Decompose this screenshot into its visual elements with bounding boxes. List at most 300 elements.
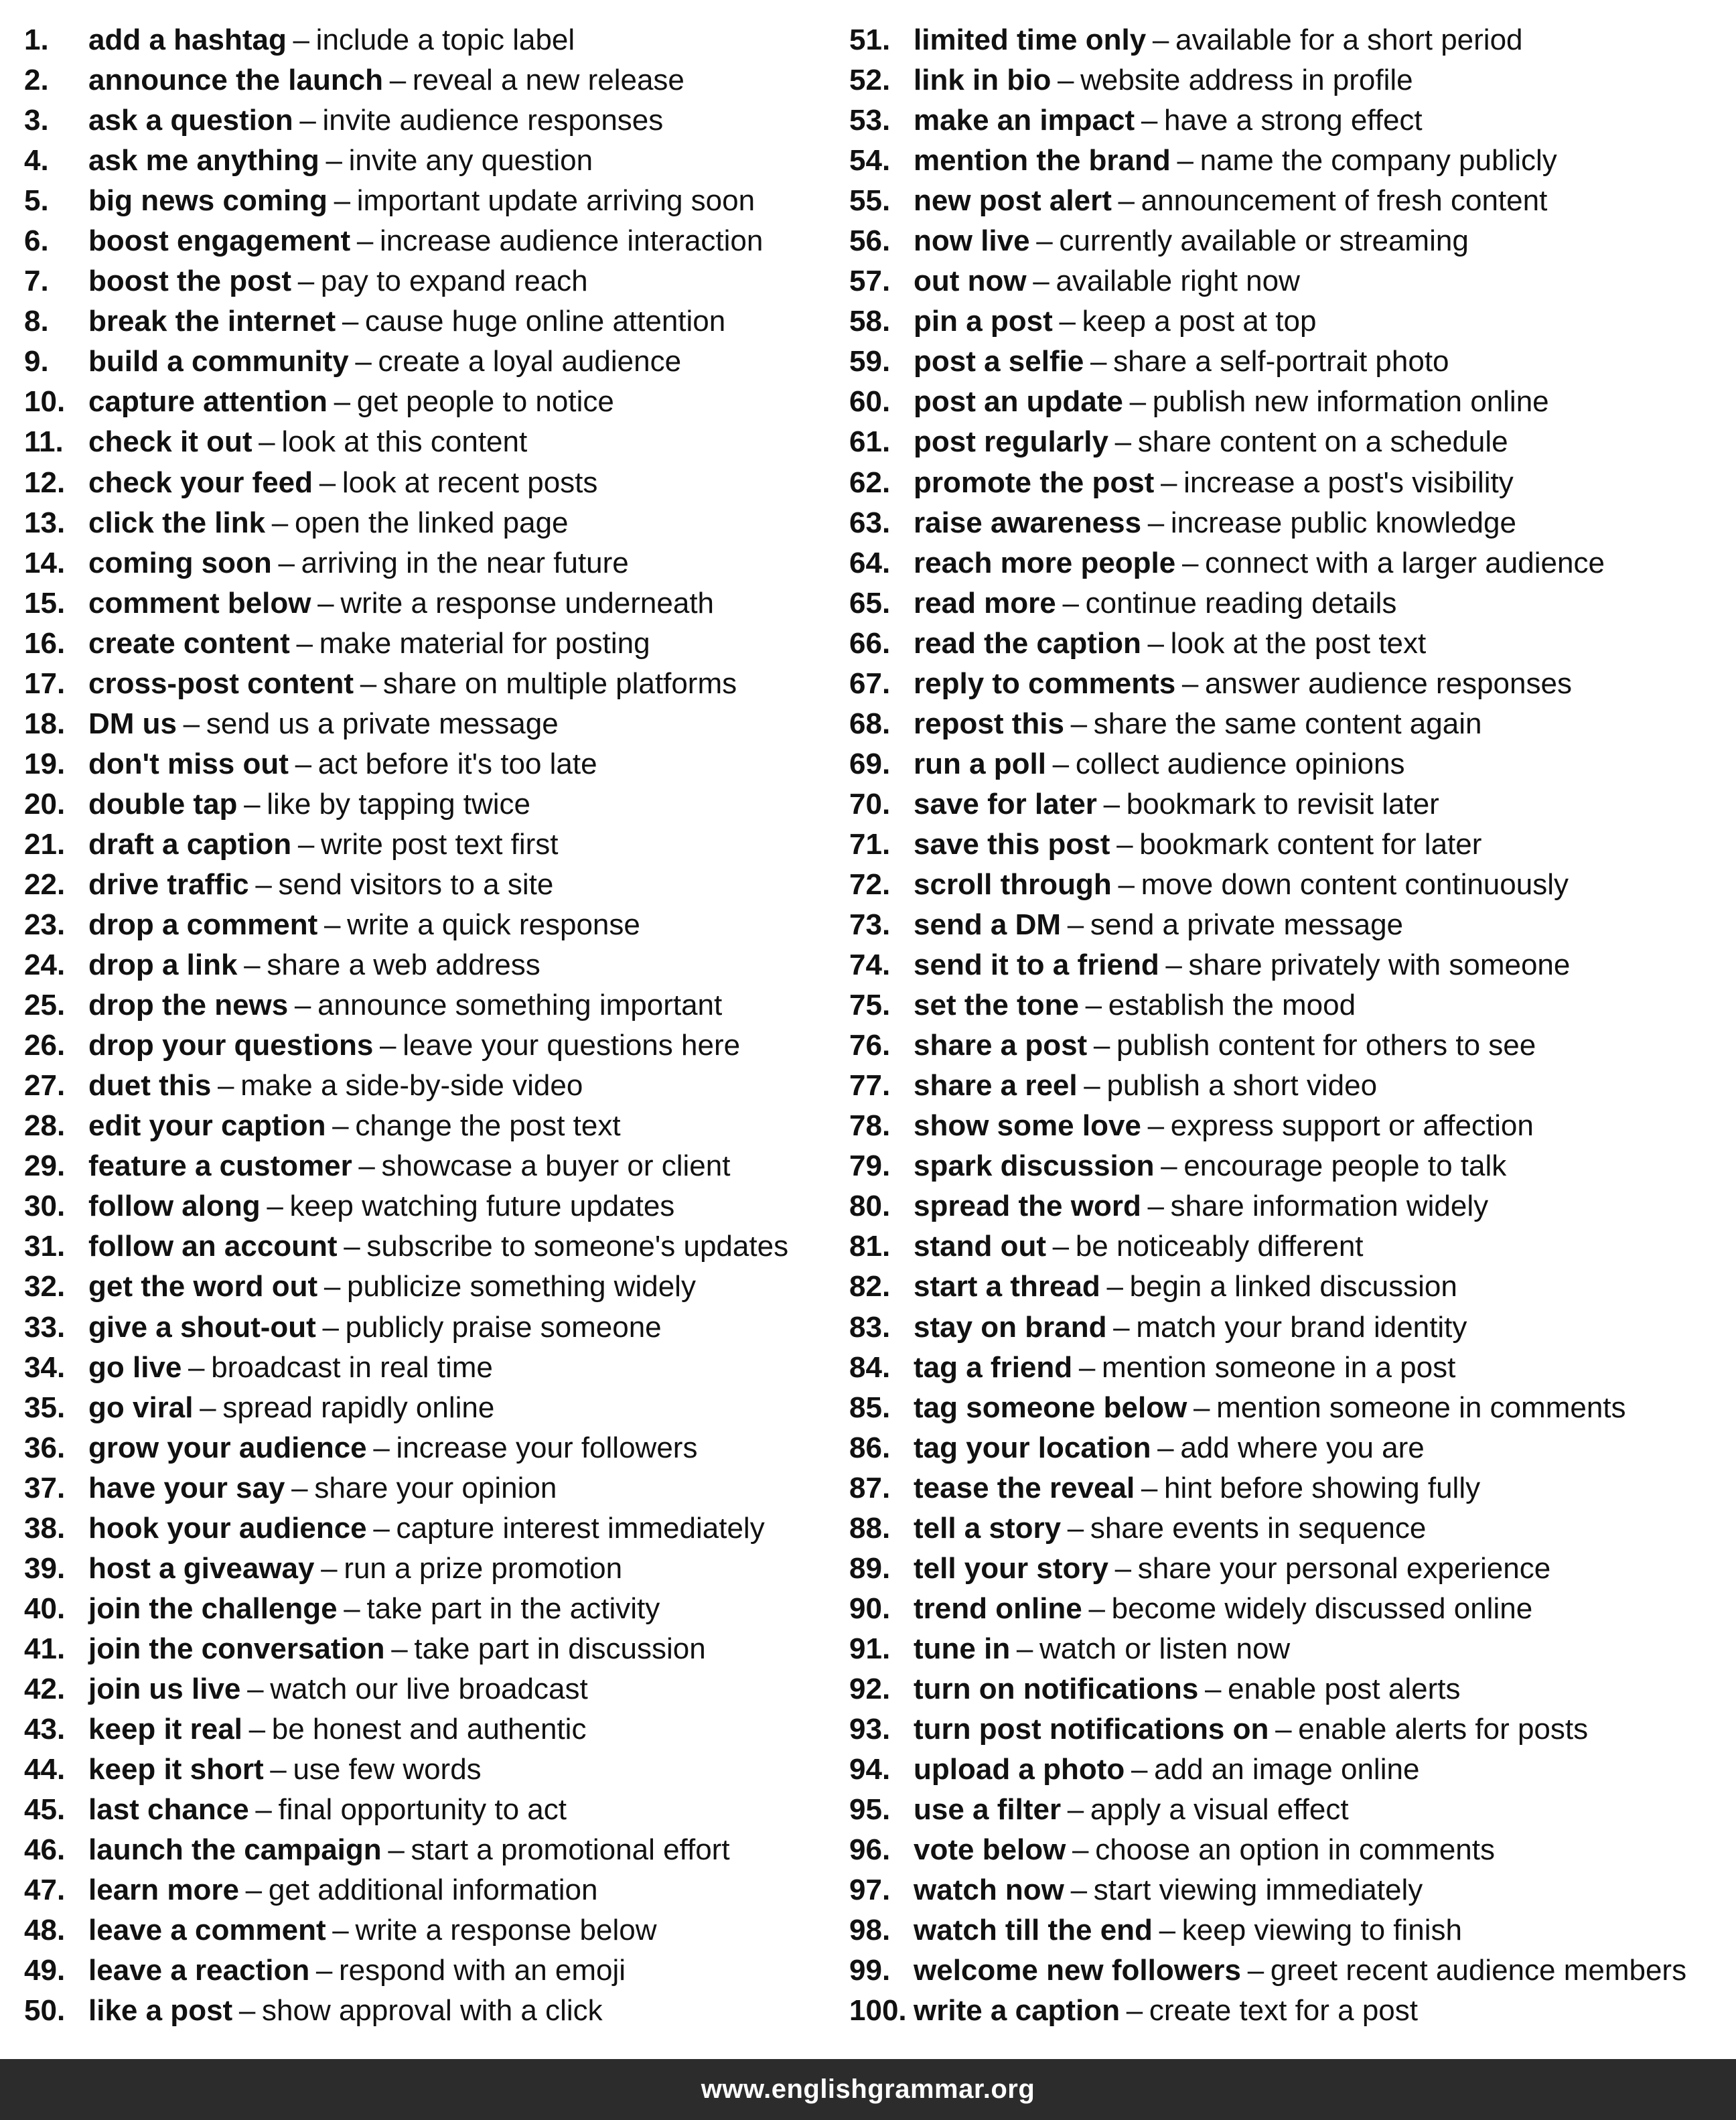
phrase-term: read more [914,586,1056,620]
list-item [849,1750,1727,1790]
item-number: 52. [849,64,891,97]
phrase-term: boost engagement [88,224,351,258]
phrase-definition: share privately with someone [1188,948,1571,982]
list-item [849,1669,1727,1709]
phrase-definition: write a quick response [347,908,640,942]
dash-separator: – [1088,1592,1105,1625]
dash-separator: – [1070,707,1088,740]
dash-separator: – [1147,626,1164,660]
phrase-definition: broadcast in real time [211,1350,493,1384]
phrase-term: don't miss out [88,747,289,780]
list-item [24,664,841,704]
phrase-term: send it to a friend [914,948,1159,982]
phrase-definition: look at recent posts [342,466,598,499]
phrase-definition: reveal a new release [412,64,684,97]
phrase-definition: continue reading details [1085,586,1397,620]
list-item [849,1226,1727,1267]
dash-separator: – [332,1109,349,1143]
footer-bar [0,2059,1736,2120]
dash-separator: – [267,1190,283,1223]
item-number: 56. [849,224,891,258]
list-item [24,1549,841,1589]
list-item [24,301,841,342]
list-item [849,704,1727,744]
dash-separator: – [278,546,295,579]
item-number: 50. [24,1994,66,2028]
phrase-definition: final opportunity to act [278,1793,567,1827]
list-item [849,583,1727,624]
item-number: 15. [24,586,66,620]
item-number: 70. [849,787,891,821]
list-item [849,1508,1727,1549]
item-number: 41. [24,1632,66,1665]
phrase-term: mention the brand [914,144,1171,178]
phrase-definition: show approval with a click [262,1994,603,2028]
footer-website[interactable]: www.englishgrammar.org [701,2074,1035,2104]
item-number: 51. [849,23,891,56]
list-item [24,744,841,784]
phrase-term: DM us [88,707,177,740]
list-item [849,744,1727,784]
item-number: 32. [24,1270,66,1303]
list-item [849,1267,1727,1307]
list-item [24,784,841,825]
phrase-definition: send us a private message [206,707,559,740]
dash-separator: – [244,787,261,821]
dash-separator: – [255,1793,272,1827]
phrase-definition: share the same content again [1093,707,1482,740]
phrase-definition: keep viewing to finish [1181,1914,1462,1947]
dash-separator: – [1113,1310,1130,1344]
phrase-term: draft a caption [88,827,292,861]
dash-separator: – [1141,1471,1158,1504]
phrase-definition: write post text first [320,827,559,861]
dash-separator: – [1152,23,1169,56]
list-item [24,905,841,945]
item-number: 46. [24,1833,66,1867]
phrase-term: save for later [914,787,1097,821]
phrase-definition: choose an option in comments [1095,1833,1495,1867]
list-item [849,1106,1727,1146]
phrase-definition: connect with a larger audience [1205,546,1605,579]
item-number: 34. [24,1350,66,1384]
item-number: 40. [24,1592,66,1625]
dash-separator: – [391,1632,408,1665]
dash-separator: – [1072,1833,1089,1867]
phrase-definition: look at this content [281,425,528,459]
phrase-term: feature a customer [88,1149,352,1183]
phrase-definition: hint before showing fully [1164,1471,1481,1504]
list-item [849,985,1727,1026]
list-item [849,624,1727,664]
dash-separator: – [294,989,311,1022]
item-number: 47. [24,1874,66,1907]
dash-separator: – [1247,1954,1264,1987]
phrase-definition: arriving in the near future [301,546,629,579]
item-number: 20. [24,787,66,821]
item-number: 92. [849,1672,891,1705]
list-item [24,1146,841,1186]
dash-separator: – [373,1431,390,1464]
phrase-definition: name the company publicly [1200,144,1557,178]
item-number: 5. [24,184,49,218]
item-number: 90. [849,1592,891,1625]
item-number: 45. [24,1793,66,1827]
list-item [24,1026,841,1066]
phrase-definition: bookmark content for later [1139,827,1482,861]
list-item [24,141,841,181]
item-number: 54. [849,144,891,178]
dash-separator: – [1147,1190,1164,1223]
list-item [849,1186,1727,1226]
list-item [849,1348,1727,1388]
item-number: 82. [849,1270,891,1303]
phrase-definition: make material for posting [319,626,650,660]
phrase-definition: open the linked page [294,506,569,539]
phrase-term: use a filter [914,1793,1062,1827]
dash-separator: – [355,345,372,378]
item-number: 61. [849,425,891,459]
phrase-term: go live [88,1350,182,1384]
item-number: 1. [24,23,49,56]
phrase-term: create content [88,626,290,660]
phrase-definition: like by tapping twice [267,787,531,821]
dash-separator: – [1103,787,1120,821]
phrase-definition: greet recent audience members [1270,1954,1687,1987]
item-number: 62. [849,466,891,499]
phrase-term: scroll through [914,867,1112,901]
phrase-definition: bookmark to revisit later [1126,787,1439,821]
item-number: 16. [24,626,66,660]
list-item [24,1951,841,1991]
phrase-definition: become widely discussed online [1111,1592,1533,1625]
phrase-term: learn more [88,1874,239,1907]
phrase-term: get the word out [88,1270,318,1303]
list-item [849,1790,1727,1830]
phrase-definition: publish content for others to see [1116,1029,1536,1062]
item-number: 59. [849,345,891,378]
item-number: 18. [24,707,66,740]
dash-separator: – [1157,1431,1174,1464]
list-item [24,1991,841,2031]
phrase-term: big news coming [88,184,328,218]
phrase-term: have your say [88,1471,285,1504]
list-item [849,1870,1727,1910]
dash-separator: – [1052,1230,1070,1263]
phrase-term: coming soon [88,546,272,579]
dash-separator: – [218,1069,234,1103]
item-number: 11. [24,425,64,459]
phrase-term: run a poll [914,747,1046,780]
dash-separator: – [247,1672,264,1705]
phrase-definition: available for a short period [1175,23,1523,56]
phrase-term: click the link [88,506,266,539]
item-number: 86. [849,1431,891,1464]
phrase-term: show some love [914,1109,1141,1143]
phrase-term: like a post [88,1994,233,2028]
item-number: 7. [24,265,49,298]
item-number: 24. [24,948,66,982]
list-item [849,784,1727,825]
phrase-definition: mention someone in comments [1216,1391,1626,1424]
dash-separator: – [1129,385,1147,419]
phrase-term: grow your audience [88,1431,367,1464]
item-number: 44. [24,1753,66,1786]
phrase-term: repost this [914,707,1064,740]
dash-separator: – [342,305,359,338]
phrase-term: tag a friend [914,1350,1073,1384]
list-item [24,825,841,865]
dash-separator: – [323,1270,341,1303]
list-item [849,1428,1727,1468]
list-item [24,342,841,382]
dash-separator: – [326,144,342,178]
item-number: 48. [24,1914,66,1947]
dash-separator: – [1131,1753,1148,1786]
dash-separator: – [332,1914,349,1947]
phrase-definition: make a side-by-side video [240,1069,583,1103]
list-item [849,945,1727,985]
phrase-definition: increase audience interaction [379,224,764,258]
phrase-term: check your feed [88,466,313,499]
phrase-definition: publish a short video [1106,1069,1378,1103]
dash-separator: – [317,586,334,620]
item-number: 88. [849,1511,891,1545]
item-number: 6. [24,224,49,258]
phrase-definition: respond with an emoji [339,1954,626,1987]
dash-separator: – [1204,1672,1222,1705]
phrase-definition: important update arriving soon [356,184,755,218]
item-number: 14. [24,546,66,579]
list-item [24,100,841,141]
dash-separator: – [321,1551,338,1585]
phrase-term: set the tone [914,989,1079,1022]
item-number: 74. [849,948,891,982]
list-item [24,865,841,905]
phrase-definition: publicly praise someone [345,1310,662,1344]
item-number: 85. [849,1391,891,1424]
list-item [849,181,1727,221]
phrase-definition: write a response below [355,1914,657,1947]
phrase-definition: announce something important [317,989,723,1022]
item-number: 2. [24,64,49,97]
item-number: 98. [849,1914,891,1947]
list-item [849,20,1727,60]
phrase-term: tell your story [914,1551,1108,1585]
phrase-term: share a reel [914,1069,1078,1103]
phrase-definition: pay to expand reach [320,265,588,298]
dash-separator: – [1147,1109,1165,1143]
item-number: 21. [24,827,66,861]
dash-separator: – [344,1592,360,1625]
phrase-term: drop a link [88,948,238,982]
item-number: 100. [849,1994,907,2028]
item-number: 69. [849,747,891,780]
list-item [24,1066,841,1106]
list-item [849,1991,1727,2031]
item-number: 89. [849,1551,891,1585]
list-item [24,1910,841,1951]
phrase-definition: change the post text [355,1109,621,1143]
item-number: 80. [849,1190,891,1223]
phrase-term: spread the word [914,1190,1141,1223]
phrase-term: tag someone below [914,1391,1187,1424]
dash-separator: – [1177,144,1194,178]
phrase-term: capture attention [88,385,328,419]
phrase-definition: start a promotional effort [411,1833,730,1867]
dash-separator: – [388,1833,405,1867]
phrase-term: reply to comments [914,666,1176,700]
item-number: 93. [849,1712,891,1746]
list-item [849,301,1727,342]
phrase-definition: run a prize promotion [344,1551,623,1585]
item-number: 79. [849,1149,891,1183]
list-item [849,1468,1727,1508]
item-number: 38. [24,1511,66,1545]
list-item [24,1709,841,1750]
list-item [24,1468,841,1508]
dash-separator: – [293,23,309,56]
list-item [849,100,1727,141]
list-item [24,1790,841,1830]
dash-separator: – [295,747,312,780]
phrase-definition: share a self-portrait photo [1113,345,1449,378]
phrase-definition: spread rapidly online [222,1391,495,1424]
phrase-term: tune in [914,1632,1011,1665]
phrase-definition: capture interest immediately [396,1511,765,1545]
item-number: 28. [24,1109,66,1143]
list-item [849,543,1727,583]
dash-separator: – [1181,546,1199,579]
phrase-definition: share a web address [267,948,540,982]
dash-separator: – [1159,1914,1176,1947]
phrase-term: new post alert [914,184,1112,218]
phrase-term: leave a reaction [88,1954,310,1987]
phrase-definition: send visitors to a site [278,867,554,901]
item-number: 39. [24,1551,66,1585]
item-number: 63. [849,506,891,539]
phrase-definition: match your brand identity [1136,1310,1467,1344]
dash-separator: – [1116,827,1133,861]
phrase-definition: increase public knowledge [1170,506,1516,539]
dash-separator: – [1181,666,1199,700]
phrase-term: welcome new followers [914,1954,1242,1987]
dash-separator: – [1114,1551,1132,1585]
dash-separator: – [271,506,289,539]
phrase-definition: begin a linked discussion [1129,1270,1457,1303]
phrase-definition: subscribe to someone's updates [366,1230,789,1263]
phrase-term: limited time only [914,23,1147,56]
phrase-term: now live [914,224,1030,258]
phrase-term: boost the post [88,265,292,298]
dash-separator: – [1084,1069,1100,1103]
phrase-definition: share your personal experience [1137,1551,1551,1585]
item-number: 26. [24,1029,66,1062]
phrase-definition: add an image online [1154,1753,1420,1786]
item-number: 66. [849,626,891,660]
dash-separator: – [1141,104,1158,137]
phrase-term: stay on brand [914,1310,1107,1344]
phrase-term: turn on notifications [914,1672,1199,1705]
list-item [849,1910,1727,1951]
phrase-term: host a giveaway [88,1551,315,1585]
item-number: 36. [24,1431,66,1464]
item-number: 76. [849,1029,891,1062]
list-item [24,1508,841,1549]
phrase-definition: cause huge online attention [365,305,726,338]
list-item [24,60,841,100]
phrase-definition: collect audience opinions [1075,747,1405,780]
dash-separator: – [356,224,374,258]
dash-separator: – [334,385,351,419]
list-item [849,825,1727,865]
dash-separator: – [1016,1632,1033,1665]
list-item [24,1388,841,1428]
list-item [24,261,841,301]
phrase-definition: use few words [293,1753,482,1786]
dash-separator: – [1106,1270,1123,1303]
list-item [849,1026,1727,1066]
phrase-term: vote below [914,1833,1066,1867]
phrase-term: trend online [914,1592,1082,1625]
list-item [24,945,841,985]
phrase-term: check it out [88,425,252,459]
list-item [24,704,841,744]
list-item [849,261,1727,301]
item-number: 29. [24,1149,66,1183]
phrase-definition: be honest and authentic [271,1712,587,1746]
list-item [849,60,1727,100]
phrase-term: post a selfie [914,345,1084,378]
dash-separator: – [1036,224,1053,258]
phrase-term: watch till the end [914,1914,1153,1947]
item-number: 22. [24,867,66,901]
dash-separator: – [334,184,351,218]
item-number: 84. [849,1350,891,1384]
list-item [24,1830,841,1870]
phrase-term: comment below [88,586,311,620]
dash-separator: – [319,466,336,499]
item-number: 73. [849,908,891,942]
list-item [24,422,841,462]
item-number: 35. [24,1391,66,1424]
item-number: 97. [849,1874,891,1907]
dash-separator: – [1058,64,1074,97]
item-number: 81. [849,1230,891,1263]
dash-separator: – [1070,1874,1088,1907]
list-item [849,1146,1727,1186]
phrase-term: join us live [88,1672,241,1705]
list-item [849,1066,1727,1106]
dash-separator: – [358,1149,375,1183]
list-item [24,382,841,422]
list-item [24,1348,841,1388]
phrase-term: out now [914,265,1027,298]
phrase-term: join the challenge [88,1592,338,1625]
list-item [849,1951,1727,1991]
phrase-definition: invite any question [348,144,593,178]
phrase-definition: include a topic label [315,23,575,56]
dash-separator: – [315,1954,333,1987]
phrase-term: hook your audience [88,1511,367,1545]
phrase-definition: have a strong effect [1163,104,1423,137]
dash-separator: – [238,1994,256,2028]
item-number: 9. [24,345,49,378]
phrase-definition: start viewing immediately [1093,1874,1423,1907]
item-number: 27. [24,1069,66,1103]
phrase-definition: get additional information [268,1874,598,1907]
phrase-term: drop your questions [88,1029,374,1062]
